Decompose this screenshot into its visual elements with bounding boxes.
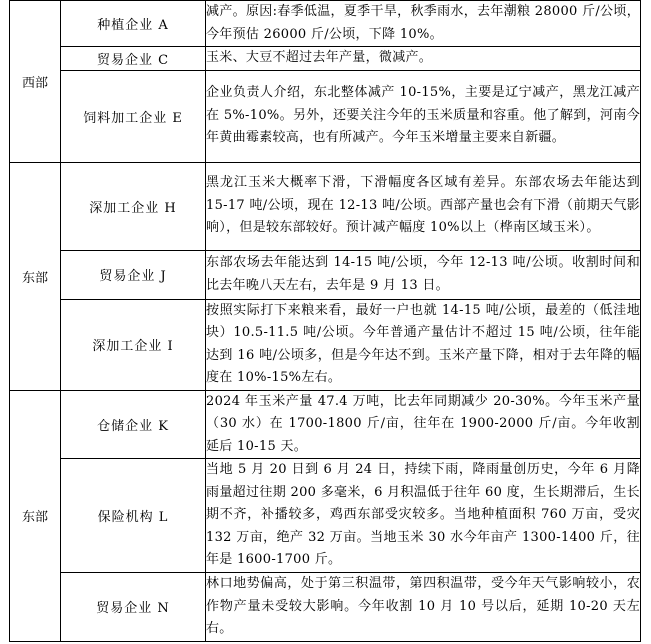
company-cell: 种植企业 A <box>61 1 206 47</box>
table-row <box>10 162 641 250</box>
company-cell: 贸易企业 J <box>61 250 206 299</box>
description-cell: 2024 年玉米产量 47.4 万吨，比去年同期减少 20-30%。今年玉米产量（30 水）在 1700-1800 斤/亩，往年在 1900-2000 斤/亩。今年收割延后 10-15 天。 <box>206 390 641 459</box>
table-row <box>10 47 641 71</box>
table-row <box>10 250 641 299</box>
company-cell: 贸易企业 C <box>61 47 206 71</box>
table-row <box>10 459 641 573</box>
company-cell: 深加工企业 H <box>61 162 206 250</box>
company-cell: 仓储企业 K <box>61 390 206 459</box>
description-cell: 当地 5 月 20 日到 6 月 24 日，持续下雨，降雨量创历史，今年 6 月降雨量超过往期 200 多毫米，6 月积温低于往年 60 度，生长期滞后，生长期不齐，补播较多，鸡西东部受灾较多。当地种植面积 760 万亩，受灾 132 万亩，绝产 32 万亩。当地玉米 30 水今年亩产 1300-1400 斤，往年是 1600-1700 斤。 <box>206 459 641 573</box>
table-row <box>10 573 641 642</box>
description-cell: 减产。原因:春季低温，夏季干旱，秋季雨水，去年潮粮 28000 斤/公顷，今年预估 26000 斤/公顷，下降 10%。 <box>206 1 641 47</box>
description-cell: 企业负责人介绍，东北整体减产 10-15%，主要是辽宁减产，黑龙江减产在 5%-10%。另外，还要关注今年的玉米质量和容重。他了解到，河南今年黄曲霉素较高，也有所减产。今年玉米增量主要来自新疆。 <box>206 70 641 162</box>
table-row <box>10 1 641 47</box>
survey-table <box>9 0 641 642</box>
region-cell: 东部 <box>10 390 61 641</box>
region-cell: 西部 <box>10 1 61 163</box>
company-cell: 保险机构 L <box>61 459 206 573</box>
table-row <box>10 390 641 459</box>
company-cell: 饲料加工企业 E <box>61 70 206 162</box>
description-cell: 玉米、大豆不超过去年产量，微减产。 <box>206 47 641 71</box>
table-row <box>10 299 641 390</box>
region-cell: 东部 <box>10 162 61 390</box>
description-cell: 按照实际打下来粮来看，最好一户也就 14-15 吨/公顷，最差的（低洼地块）10.5-11.5 吨/公顷。今年普通产量估计不超过 15 吨/公顷，往年能达到 16 吨/公顷多，但是今年达不到。玉米产量下降，相对于去年降的幅度在 10%-15%左右。 <box>206 299 641 390</box>
company-cell: 深加工企业 I <box>61 299 206 390</box>
company-cell: 贸易企业 N <box>61 573 206 642</box>
description-cell: 林口地势偏高，处于第三积温带，第四积温带，受今年天气影响较小，农作物产量未受较大影响。今年收割 10 月 10 号以后，延期 10-20 天左右。 <box>206 573 641 642</box>
description-cell: 东部农场去年能达到 14-15 吨/公顷，今年 12-13 吨/公顷。收割时间和比去年晚八天左右，去年是 9 月 13 日。 <box>206 250 641 299</box>
table-row <box>10 70 641 162</box>
description-cell: 黑龙江玉米大概率下滑，下滑幅度各区域有差异。东部农场去年能达到 15-17 吨/公顷，现在 12-13 吨/公顷。西部产量也会有下滑（前期天气影响），但是较东部较好。预计减产幅度 10%以上（桦南区域玉米）。 <box>206 162 641 250</box>
